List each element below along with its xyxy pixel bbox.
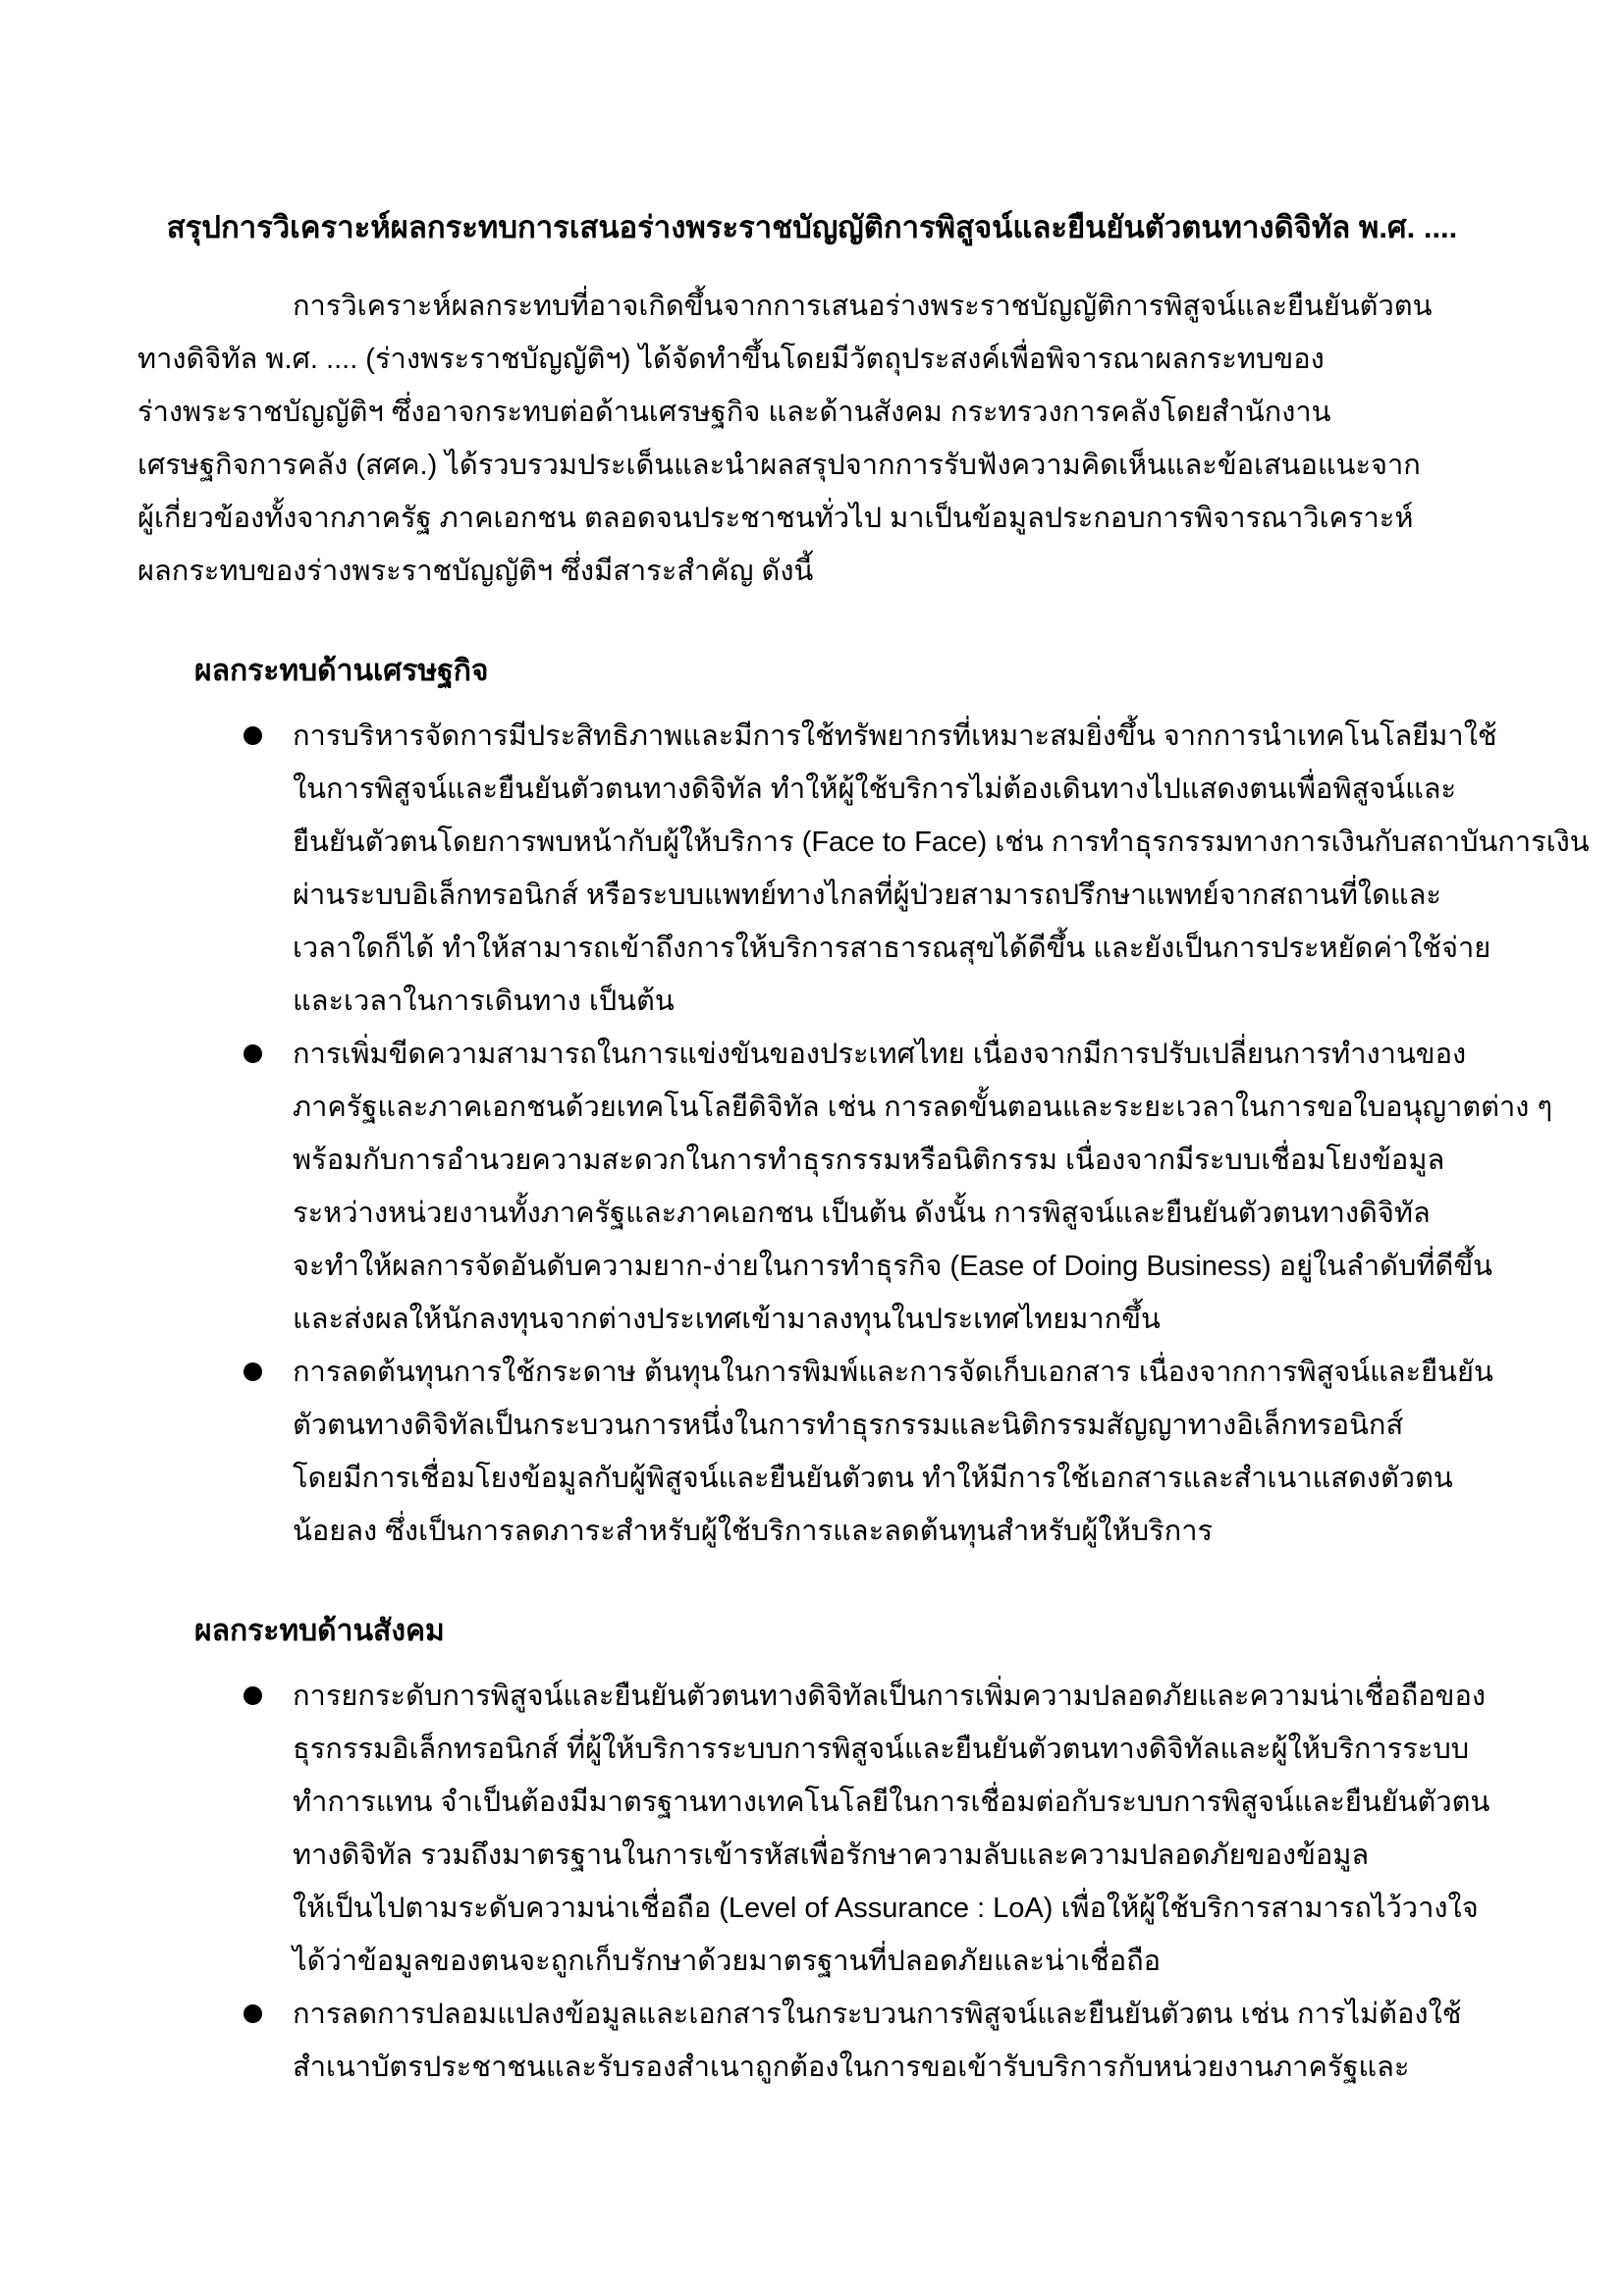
intro-line: เศรษฐกิจการคลัง (สศค.) ได้รวบรวมประเด็นและนำผลสรุปจากการรับฟังความคิดเห็นและข้อเสนอแนะจาก: [137, 450, 1421, 481]
bullet-line: ระหว่างหน่วยงานทั้งภาครัฐและภาคเอกชน เป็นต้น ดังนั้น การพิสูจน์และยืนยันตัวตนทางดิจิทัล: [293, 1198, 1431, 1229]
bullet-icon: [244, 726, 262, 745]
sections-container: [0, 645, 1624, 2094]
bullet-list: [137, 710, 1590, 1558]
bullet-line: ตัวตนทางดิจิทัลเป็นกระบวนการหนึ่งในการทำธุรกรรมและนิติกรรมสัญญาทางอิเล็กทรอนิกส์: [293, 1410, 1404, 1441]
bullet-item: [137, 1670, 1490, 1988]
bullet-icon: [244, 1686, 262, 1705]
section-heading: ผลกระทบด้านเศรษฐกิจ: [194, 655, 489, 687]
intro-line: ผลกระทบของร่างพระราชบัญญัติฯ ซึ่งมีสาระสำคัญ ดังนี้: [137, 556, 814, 587]
intro-line: ผู้เกี่ยวข้องทั้งจากภาครัฐ ภาคเอกชน ตลอดจนประชาชนทั่วไป มาเป็นข้อมูลประกอบการพิจารณาวิเคราะห์: [137, 503, 1414, 534]
bullet-lines: [293, 710, 1590, 1028]
bullet-item: [137, 710, 1590, 1028]
bullet-line: ผ่านระบบอิเล็กทรอนิกส์ หรือระบบแพทย์ทางไกลที่ผู้ป่วยสามารถปรึกษาแพทย์จากสถานที่ใดและ: [293, 880, 1441, 911]
bullet-line: จะทำให้ผลการจัดอันดับความยาก-ง่ายในการทำธุรกิจ (Ease of Doing Business) อยู่ในลำดับที่ดีขึ้น: [293, 1251, 1492, 1282]
bullet-line: ให้เป็นไปตามระดับความน่าเชื่อถือ (Level of Assurance : LoA) เพื่อให้ผู้ใช้บริการสามารถไว้วางใจ: [293, 1893, 1479, 1924]
document-title: สรุปการวิเคราะห์ผลกระทบการเสนอร่างพระราชบัญญัติการพิสูจน์และยืนยันตัวตนทางดิจิทัล พ.ศ. ....: [166, 210, 1458, 244]
bullet-list: [137, 1670, 1490, 2094]
bullet-line: การลดการปลอมแปลงข้อมูลและเอกสารในกระบวนการพิสูจน์และยืนยันตัวตน เช่น การไม่ต้องใช้: [293, 1999, 1462, 2030]
intro-line: ทางดิจิทัล พ.ศ. .... (ร่างพระราชบัญญัติฯ) ได้จัดทำขึ้นโดยมีวัตถุประสงค์เพื่อพิจารณาผลกระทบของ: [137, 344, 1325, 375]
bullet-line: ภาครัฐและภาคเอกชนด้วยเทคโนโลยีดิจิทัล เช่น การลดขั้นตอนและระยะเวลาในการขอใบอนุญาตต่าง ๆ: [293, 1092, 1553, 1123]
bullet-line: น้อยลง ซึ่งเป็นการลดภาระสำหรับผู้ใช้บริการและลดต้นทุนสำหรับผู้ให้บริการ: [293, 1516, 1214, 1547]
bullet-line: ยืนยันตัวตนโดยการพบหน้ากับผู้ให้บริการ (Face to Face) เช่น การทำธุรกรรมทางการเงินกับสถาบันการเงิน: [293, 827, 1590, 858]
bullet-lines: [293, 1028, 1553, 1346]
section: [137, 645, 1590, 1558]
bullet-line: และส่งผลให้นักลงทุนจากต่างประเทศเข้ามาลงทุนในประเทศไทยมากขึ้น: [293, 1304, 1161, 1335]
bullet-line: การลดต้นทุนการใช้กระดาษ ต้นทุนในการพิมพ์และการจัดเก็บเอกสาร เนื่องจากการพิสูจน์และยืนยัน: [293, 1357, 1493, 1388]
bullet-line: ได้ว่าข้อมูลของตนจะถูกเก็บรักษาด้วยมาตรฐานที่ปลอดภัยและน่าเชื่อถือ: [293, 1946, 1162, 1977]
bullet-icon: [244, 1362, 262, 1381]
bullet-line: ธุรกรรมอิเล็กทรอนิกส์ ที่ผู้ให้บริการระบบการพิสูจน์และยืนยันตัวตนทางดิจิทัลและผู้ให้บริการระบบ: [293, 1734, 1470, 1765]
section-heading: ผลกระทบด้านสังคม: [194, 1615, 445, 1647]
bullet-line: สำเนาบัตรประชาชนและรับรองสำเนาถูกต้องในการขอเข้ารับบริการกับหน่วยงานภาครัฐและ: [293, 2052, 1410, 2083]
bullet-icon: [244, 2004, 262, 2023]
intro-paragraph: [137, 280, 1479, 598]
bullet-line: และเวลาในการเดินทาง เป็นต้น: [293, 986, 675, 1017]
bullet-icon: [244, 1044, 262, 1063]
bullet-lines: [293, 1346, 1493, 1558]
bullet-line: พร้อมกับการอำนวยความสะดวกในการทำธุรกรรมหรือนิติกรรม เนื่องจากมีระบบเชื่อมโยงข้อมูล: [293, 1145, 1445, 1176]
bullet-lines: [293, 1988, 1479, 2094]
bullet-line: การเพิ่มขีดความสามารถในการแข่งขันของประเทศไทย เนื่องจากมีการปรับเปลี่ยนการทำงานของ: [293, 1039, 1467, 1070]
bullet-item: [137, 1346, 1493, 1558]
bullet-line: เวลาใดก็ได้ ทำให้สามารถเข้าถึงการให้บริการสาธารณสุขได้ดีขึ้น และยังเป็นการประหยัดค่าใช้จ่าย: [293, 933, 1491, 964]
bullet-item: [137, 1988, 1479, 2094]
section: [137, 1605, 1490, 2094]
bullet-line: การบริหารจัดการมีประสิทธิภาพและมีการใช้ทรัพยากรที่เหมาะสมยิ่งขึ้น จากการนำเทคโนโลยีมาใช้: [293, 721, 1497, 752]
bullet-line: การยกระดับการพิสูจน์และยืนยันตัวตนทางดิจิทัลเป็นการเพิ่มความปลอดภัยและความน่าเชื่อถือของ: [293, 1681, 1487, 1712]
intro-line: ร่างพระราชบัญญัติฯ ซึ่งอาจกระทบต่อด้านเศรษฐกิจ และด้านสังคม กระทรวงการคลังโดยสำนักงาน: [137, 397, 1331, 428]
bullet-line: ทางดิจิทัล รวมถึงมาตรฐานในการเข้ารหัสเพื่อรักษาความลับและความปลอดภัยของข้อมูล: [293, 1840, 1370, 1871]
bullet-line: ทำการแทน จำเป็นต้องมีมาตรฐานทางเทคโนโลยีในการเชื่อมต่อกับระบบการพิสูจน์และยืนยันตัวตน: [293, 1787, 1490, 1818]
intro-line: การวิเคราะห์ผลกระทบที่อาจเกิดขึ้นจากการเสนอร่างพระราชบัญญัติการพิสูจน์และยืนยันตัวตน: [293, 291, 1433, 322]
bullet-lines: [293, 1670, 1490, 1988]
bullet-line: โดยมีการเชื่อมโยงข้อมูลกับผู้พิสูจน์และยืนยันตัวตน ทำให้มีการใช้เอกสารและสำเนาแสดงตัวตน: [293, 1463, 1453, 1494]
bullet-line: ในการพิสูจน์และยืนยันตัวตนทางดิจิทัล ทำให้ผู้ใช้บริการไม่ต้องเดินทางไปแสดงตนเพื่อพิสูจน์และ: [293, 774, 1457, 805]
bullet-item: [137, 1028, 1553, 1346]
